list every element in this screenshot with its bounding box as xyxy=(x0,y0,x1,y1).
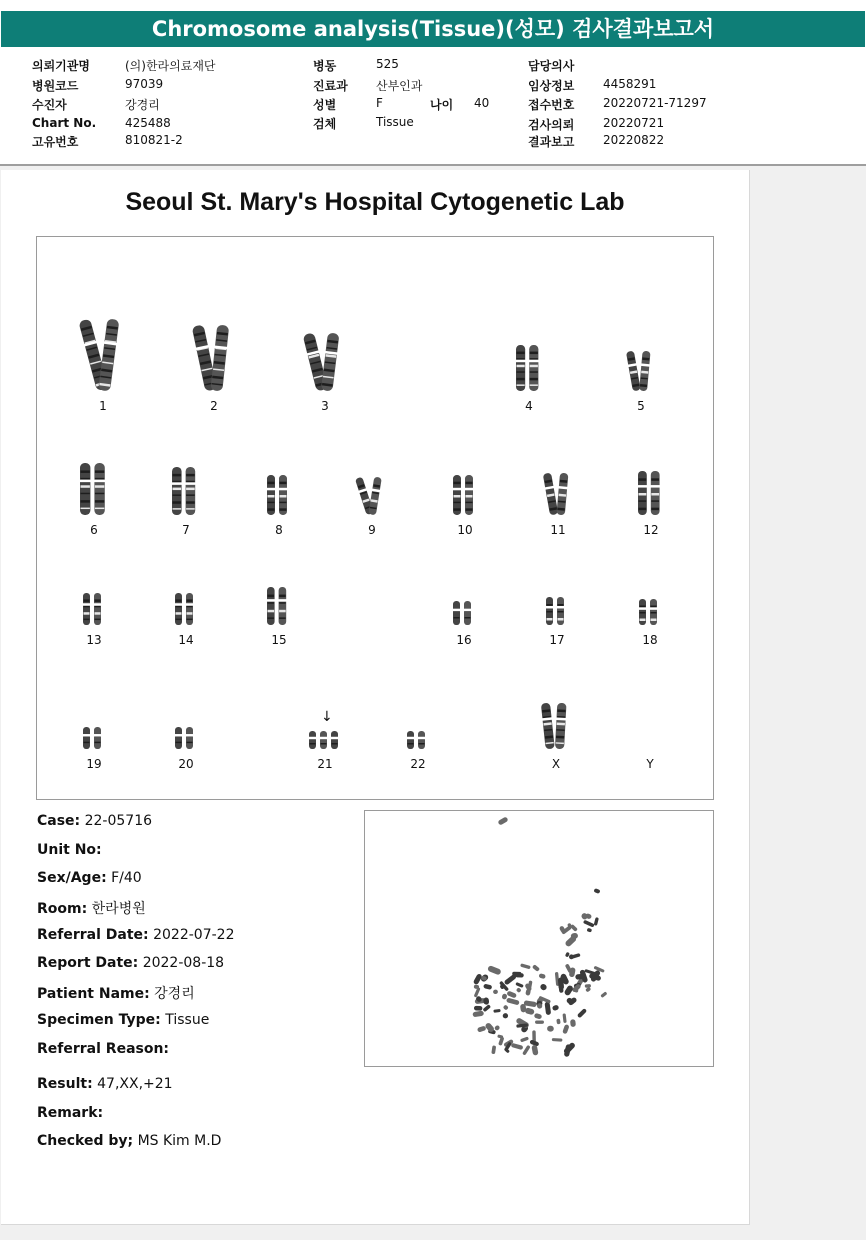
ward-label: 병동 xyxy=(313,59,337,73)
age-value: 40 xyxy=(474,96,490,110)
patient-name-value: 강경리 xyxy=(154,986,195,1002)
chromosome-label-22: 22 xyxy=(410,757,426,771)
case-field: Case: 22-05716 xyxy=(37,813,153,829)
sex-value: F xyxy=(376,96,383,110)
remark-field: Remark: xyxy=(37,1105,104,1121)
chromosome-11-image xyxy=(538,471,579,519)
chromosome-label-5: 5 xyxy=(637,399,645,413)
chromosome-label-8: 8 xyxy=(275,523,283,537)
specimen-label: 검체 xyxy=(313,117,337,131)
chromosome-label-7: 7 xyxy=(182,523,190,537)
chromosome-label-10: 10 xyxy=(457,523,473,537)
hospital-code-label: 병원코드 xyxy=(32,79,79,93)
unit-field: Unit No: xyxy=(37,842,102,858)
referral-date-value: 2022-07-22 xyxy=(153,927,235,943)
report-date-field: Report Date: 2022-08-18 xyxy=(37,955,225,971)
result-report-label: 결과보고 xyxy=(528,135,575,149)
chart-no-value: 425488 xyxy=(125,116,171,130)
chromosome-16-image xyxy=(445,599,483,629)
receipt-no-value: 20220721-71297 xyxy=(603,96,707,110)
chromosome-8-image xyxy=(259,473,299,519)
result-report-value: 20220822 xyxy=(603,133,665,147)
chromosome-label-6: 6 xyxy=(90,523,98,537)
sex-age-field: Sex/Age: F/40 xyxy=(37,870,142,886)
chromosome-14-image xyxy=(167,591,205,629)
chromosome-label-17: 17 xyxy=(549,633,565,647)
referral-date-field: Referral Date: 2022-07-22 xyxy=(37,927,235,943)
chromosome-6-image xyxy=(72,461,117,519)
chromosome-21-image xyxy=(301,729,350,753)
doctor-label: 담당의사 xyxy=(528,59,575,73)
result-field: Result: 47,XX,+21 xyxy=(37,1076,173,1092)
chromosome-17-image xyxy=(538,595,576,629)
chromosome-label-Y: Y xyxy=(646,757,654,771)
chromosome-label-13: 13 xyxy=(86,633,102,647)
chromosome-22-image xyxy=(399,729,437,753)
report-title-bar: Chromosome analysis(Tissue)(성모) 검사결과보고서 xyxy=(1,11,865,47)
chromosome-9-image xyxy=(352,475,391,519)
sex-label: 성별 xyxy=(313,98,337,112)
chart-no-label: Chart No. xyxy=(32,116,97,130)
chromosome-label-19: 19 xyxy=(86,757,102,771)
specimen-value: Tissue xyxy=(376,115,414,129)
case-value: 22-05716 xyxy=(84,813,153,829)
chromosome-label-1: 1 xyxy=(99,399,107,413)
header-separator xyxy=(0,164,866,166)
institution-label: 의뢰기관명 xyxy=(32,59,90,73)
clinical-info-label: 임상정보 xyxy=(528,79,575,93)
chromosome-label-9: 9 xyxy=(368,523,376,537)
chromosome-label-15: 15 xyxy=(271,633,287,647)
chromosome-label-16: 16 xyxy=(456,633,472,647)
chromosome-15-image xyxy=(259,585,298,629)
chromosome-2-image xyxy=(190,323,238,395)
patient-label: 수진자 xyxy=(32,98,67,112)
lab-title: Seoul St. Mary's Hospital Cytogenetic Lab xyxy=(125,188,625,216)
chromosome-label-12: 12 xyxy=(643,523,659,537)
unique-id-label: 고유번호 xyxy=(32,135,79,149)
trisomy-arrow-icon: ↓ xyxy=(321,709,333,725)
chromosome-label-11: 11 xyxy=(550,523,566,537)
chromosome-label-2: 2 xyxy=(210,399,218,413)
chromosome-label-21: 21 xyxy=(317,757,333,771)
request-date-value: 20220721 xyxy=(603,116,665,130)
chromosome-3-image xyxy=(301,331,348,395)
specimen-type-field: Specimen Type: Tissue xyxy=(37,1012,210,1028)
chromosome-20-image xyxy=(167,725,205,753)
referral-reason-field: Referral Reason: xyxy=(37,1041,170,1057)
room-value: 한라병원 xyxy=(91,901,146,917)
chromosome-4-image xyxy=(508,343,550,395)
checked-by-value: MS Kim M.D xyxy=(137,1133,222,1149)
ward-value: 525 xyxy=(376,57,399,71)
karyotype-panel xyxy=(36,236,714,800)
chromosome-label-4: 4 xyxy=(525,399,533,413)
department-label: 진료과 xyxy=(313,79,348,93)
result-value: 47,XX,+21 xyxy=(97,1076,173,1092)
unique-id-value: 810821-2 xyxy=(125,133,183,147)
chromosome-19-image xyxy=(75,725,113,753)
chromosome-label-14: 14 xyxy=(178,633,194,647)
chromosome-12-image xyxy=(630,469,672,519)
patient-name-field: Patient Name: 강경리 xyxy=(37,986,195,1002)
department-value: 산부인과 xyxy=(376,79,423,93)
chromosome-7-image xyxy=(164,465,207,519)
institution-value: (의)한라의료재단 xyxy=(125,59,216,73)
clinical-info-value: 4458291 xyxy=(603,77,657,91)
chromosome-18-image xyxy=(631,597,669,629)
chromosome-X-image xyxy=(535,701,577,753)
patient-value: 강경리 xyxy=(125,98,160,112)
metaphase-spread-graphic xyxy=(365,811,713,1066)
room-field: Room: 한라병원 xyxy=(37,901,146,917)
chromosome-13-image xyxy=(75,591,113,629)
chromosome-label-18: 18 xyxy=(642,633,658,647)
request-date-label: 검사의뢰 xyxy=(528,118,575,132)
chromosome-label-3: 3 xyxy=(321,399,329,413)
specimen-type-value: Tissue xyxy=(165,1012,210,1028)
chromosome-1-image xyxy=(79,317,127,395)
report-date-value: 2022-08-18 xyxy=(142,955,225,971)
chromosome-label-20: 20 xyxy=(178,757,194,771)
sex-age-value: F/40 xyxy=(111,870,142,886)
metaphase-spread-image xyxy=(364,810,714,1067)
chromosome-5-image xyxy=(621,349,661,395)
chromosome-10-image xyxy=(445,473,485,519)
checked-by-field: Checked by; MS Kim M.D xyxy=(37,1133,222,1149)
hospital-code-value: 97039 xyxy=(125,77,164,91)
age-label: 나이 xyxy=(430,98,454,112)
receipt-no-label: 접수번호 xyxy=(528,98,575,112)
chromosome-label-X: X xyxy=(551,757,561,771)
